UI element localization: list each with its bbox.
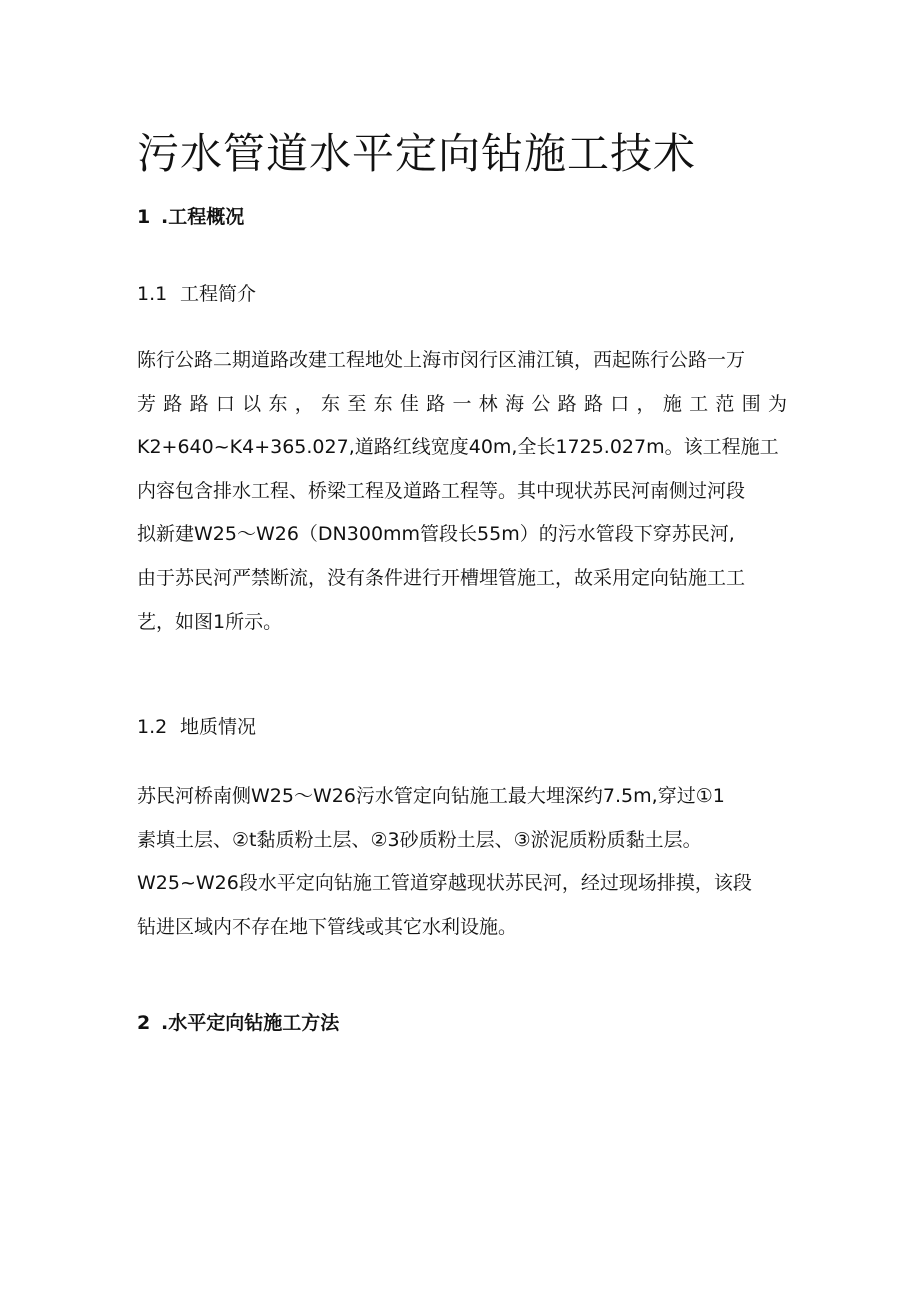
paragraph-line: 芳路路口以东，东至东佳路一林海公路路口，施工范围为 (137, 392, 787, 415)
paragraph-line: W25~W26段水平定向钻施工管道穿越现状苏民河，经过现场排摸，该段 (137, 872, 752, 895)
section-number: 1.1 (137, 283, 168, 305)
section-number: 1 (137, 206, 151, 228)
section-title: 地质情况 (180, 716, 257, 738)
paragraph-line: 艺，如图1所示。 (137, 610, 283, 633)
paragraph-line: K2+640~K4+365.027,道路红线宽度40m,全长1725.027m。该工程施工 (137, 436, 779, 459)
section-1-2-heading (137, 714, 256, 740)
section-2-heading (137, 1010, 339, 1036)
paragraph-line: 由于苏民河严禁断流，没有条件进行开槽埋管施工，故采用定向钻施工工 (137, 566, 746, 589)
paragraph-line: 苏民河桥南侧W25～W26污水管定向钻施工最大埋深约7.5m,穿过①1 (137, 785, 725, 807)
section-number: 2 (137, 1012, 151, 1034)
document-title: 污水管道水平定向钻施工技术 (137, 129, 697, 178)
section-1-2-paragraph (137, 775, 787, 949)
paragraph-line: 陈行公路二期道路改建工程地处上海市闵行区浦江镇，西起陈行公路一万 (137, 349, 746, 371)
section-1-heading (137, 204, 244, 230)
section-1-1-paragraph (137, 339, 787, 644)
section-title: .水平定向钻施工方法 (161, 1012, 340, 1034)
section-title: .工程概况 (161, 206, 245, 228)
paragraph-line: 素填土层、②t黏质粉土层、②3砂质粉土层、③淤泥质粉质黏土层。 (137, 828, 702, 851)
paragraph-line: 钻进区域内不存在地下管线或其它水利设施。 (137, 915, 518, 938)
paragraph-line: 内容包含排水工程、桥梁工程及道路工程等。其中现状苏民河南侧过河段 (137, 479, 746, 502)
section-title: 工程简介 (180, 283, 257, 305)
section-number: 1.2 (137, 716, 168, 738)
paragraph-line: 拟新建W25～W26（DN300mm管段长55m）的污水管段下穿苏民河, (137, 523, 735, 546)
section-1-1-heading (137, 281, 256, 307)
